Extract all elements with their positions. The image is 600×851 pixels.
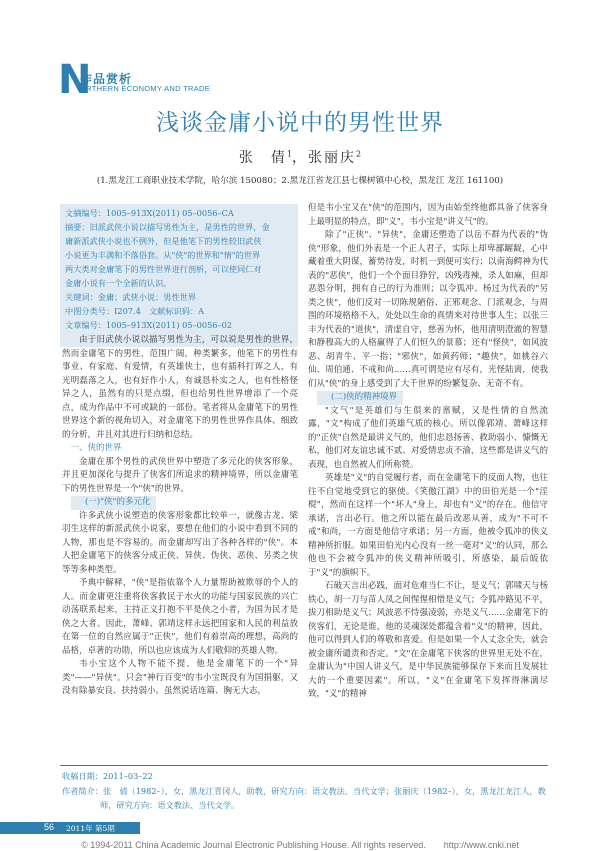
classification-line: 中图分类号：I207.4 文献标识码：A xyxy=(65,306,205,316)
section-logo-letter: N xyxy=(58,57,92,103)
keywords-line: 关键词：金庸；武侠小说；男性世界 xyxy=(65,292,197,302)
section-title: 作品赏析 xyxy=(80,72,133,86)
body-column-right xyxy=(308,202,548,702)
article-number-line: 文章编号：1005–913X(2011) 05–0056–02 xyxy=(65,320,233,330)
subsection-heading-text: (一)"侠"的多元化 xyxy=(71,496,157,510)
paragraph: 予典中解释，"侠"是指依靠个人力量帮助被欺辱的个人的人。而金庸更注重将侠客救民于水火的功能与国家民族的兴亡动荡联系起来，主持正义打抱不平是侠之小者，为国为民才是侠之大者。因此，萧峰、郭靖这样永远把国家和人民的利益放在第一位的自然应属于"正侠"，他们有着崇高的理想，高尚的品格，卓著的功勋，所以也应该成为人们敬仰的英雄人物。 xyxy=(62,578,298,656)
author-1: 张 倩 xyxy=(238,150,287,166)
journal-issue: 2011年 第5期 xyxy=(66,824,115,833)
author-info-continued: 师，研究方向：语文教法、当代文学。 xyxy=(100,800,240,810)
subsection-heading-text: (二)侠的精神境界 xyxy=(317,391,404,405)
section-heading: 一、侠的世界 xyxy=(70,443,122,453)
abstract-line: 文摘编号：1005–913X(2011) 05–0056–CA xyxy=(65,208,234,218)
paragraph: 韦小宝这个人物不能不提，他是金庸笔下的一个"异类"——"异侠"。只会"神行百变"的韦小宝既没有为国捐躯，又没有除暴安良、扶持弱小。虽然说话连篇、胸无大志， xyxy=(62,659,298,696)
author-1-affil-mark: 1 xyxy=(286,149,292,159)
subsection-heading xyxy=(62,496,298,510)
body-column-left xyxy=(62,334,298,699)
paragraph: 英雄是"义"的自觉履行者，而在金庸笔下的反面人物，也往往不自觉地受到它的驱使。《笑傲江湖》中的田伯光是一个"淫棍"，然而在这样一个"坏人"身上，却也有"义"的存在。他信守承诺，言出必行。他之所以能在最后改恶从善，成为"不可不戒"和尚，一方面是他信守承诺；另一方面，他被令狐冲的侠义精神所折服。如果田伯光内心没有一丝一毫对"义"的认同，那么他也不会被令狐冲的侠义精神所吸引，所感染，最后皈依于"义"的旗帜下。 xyxy=(308,473,548,578)
section-subtitle: ORTHERN ECONOMY AND TRADE xyxy=(80,84,211,93)
copyright-notice: © 1994-2011 China Academic Journal Electronic Publishing House. All rights reserved. http://www.cnki.net xyxy=(81,840,519,850)
paragraph: 除了"正侠"、"异侠"，金庸还塑造了以岳不群为代表的"伪侠"形象，他们外表是一个正人君子，实际上却卑鄙龌龊，心中藏着重大阴谋，蓄势待发，时机一到便可实行；以南海鳄神为代表的"恶侠"，他们一个个面目狰狞，凶残毒辣，杀人如麻，但却恶怨分明，拥有自己的行为准则；以令狐冲、杨过为代表的"另类之侠"，他们反对一切陈规陋俗、正邪观念、门派观念，与周围的环境格格不入，处处以生命的真情来对待世事人生；以张三丰为代表的"道侠"，清虚自守，慈善为怀，他用清明澄澈的智慧和静穆高大的人格赢得了人们恒久的景慕；还有"怪侠"，如风波恶、胡青牛、平一指；"邪侠"，如黄药师；"趣侠"，如桃谷六仙、周伯通、不戒和尚……真可谓是应有尽有，光怪陆离，使我们从"侠"的身上感受到了大千世界的纷繁复杂、无奇不有。 xyxy=(308,230,548,389)
abstract-line: 金庸小说有一个全新的认识。 xyxy=(65,278,172,288)
abstract-line: 摘要：旧派武侠小说以描写男性为主，是男性的世界，金 xyxy=(65,222,270,232)
article-title: 浅谈金庸小说中的男性世界 xyxy=(156,110,444,136)
paragraph: 石破天言出必践，面对危难当仁不让，是义气；郭啸天与杨铁心，胡一刀与苗人凤之间惺惺相惜是义气；令狐冲路见不平，拔刀相助是义气；风波恶不恃强凌弱，亦是义气……金庸笔下的侠客们，无论是谁，他的灵魂深处都蕴含着"义"的精神，因此，他可以得到人们的尊敬和喜爱。但是如果一个人丈念全失，就会被金庸所谴责和否定。"文"在金庸笔下侠客的世界里无处不在，金庸认为"中国人讲义气，是中华民族能够保存下来而且发展壮大的一个重要因素"。所以，"义"在金庸笔下发挥得淋漓尽致，"义"的精神 xyxy=(308,581,548,699)
author-affiliation: (1.黑龙江工商职业技术学院，哈尔滨 150080；2.黑龙江省龙江县七棵树镇中心校，黑龙江 龙江 161100) xyxy=(96,176,504,186)
author-separator: ， xyxy=(292,150,308,166)
abstract-box xyxy=(60,204,298,347)
article-authors xyxy=(0,147,600,167)
paragraph: 但是韦小宝又在"侠"的范围内，因为由始至终他都具备了侠客身上最明显的特点，即"义"，韦小宝是"讲义气"的。 xyxy=(308,203,548,227)
abstract-line: 两大类对金庸笔下的男性世界进行剖析，可以使同仁对 xyxy=(65,264,262,274)
page-number: 56 xyxy=(44,822,55,832)
paragraph: 金庸在那个男性的武侠世界中塑造了多元化的侠客形象，并且更加深化与提升了侠客们所追求的精神境界，所以金庸笔下的男性世界是一个"侠"的世界。 xyxy=(62,456,298,494)
subsection-heading xyxy=(308,391,548,405)
footer-divider xyxy=(60,765,548,766)
abstract-line: 庸新派武侠小说也不例外，但是他笔下的男性较旧武侠 xyxy=(65,236,262,246)
paragraph: "文气"是英雄们与生俱来的禀赋，又是性情的自然流露，"文"构成了他们英雄气质的核心。所以像郭靖、萧峰这样的"正侠"自然是最讲义气的，他们忠恳扬善、救助弱小、慷慨无私，他们对友谊忠诚不贰、对爱情忠贞不渝，这些都是讲义气的表现，也自然被人们所称赞。 xyxy=(308,405,548,470)
author-2-affil-mark: 2 xyxy=(356,149,362,159)
paragraph: 由于旧武侠小说以描写男性为主，可以说是男性的世界，然而金庸笔下的男性，范围广阔，种类繁多，他笔下的男性有事业、有家庭、有爱情，有英雄侠士，也有插科打诨之人，有光明磊落之人，也有好作小人，有诚恳朴实之人，也有性格怪异之人，虽然有的只是点缀，但也给男性世界增添了一个亮点，成为作品中不可或缺的一部份。笔者将从金庸笔下的男性世界这个新的视角切入，对金庸笔下的男性世界作具体、细致的分析，并且对其进行归纳和总结。 xyxy=(62,335,298,440)
paragraph: 许多武侠小说塑造的侠客形象都比较单一，就像古龙、梁羽生这样的新派武侠小说家，要想在他们的小说中看到不同的人物，那也是不容易的。而金庸却写出了各种各样的"侠"。本人把金庸笔下的侠客分成正侠、异侠、伪侠、恶侠、另类之侠等等多种类型。 xyxy=(62,510,298,575)
abstract-line: 小说更为丰满和不落俗套。从"侠"的世界和"情"的世界 xyxy=(65,250,261,260)
received-date: 收稿日期：2011–03–22 xyxy=(62,771,153,781)
author-info: 作者简介：张 倩（1982–），女，黑龙江青冈人，助教，研究方向：语文教法、当代文学；张丽庆（1982–），女，黑龙江龙江人，教 xyxy=(62,786,546,796)
author-2: 张丽庆 xyxy=(308,150,356,166)
